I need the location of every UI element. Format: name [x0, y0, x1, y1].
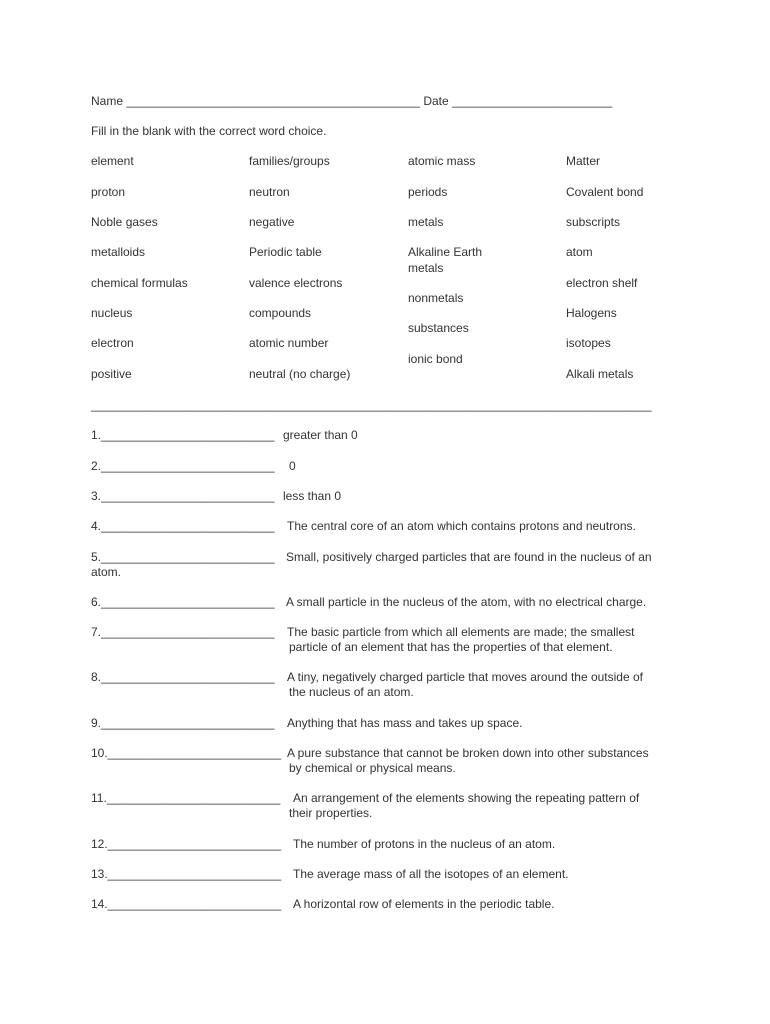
bank-word: substances — [408, 321, 469, 335]
question-text-continued: by chemical or physical means. — [289, 761, 456, 775]
bank-word: compounds — [249, 306, 312, 320]
question-item — [91, 791, 691, 820]
answer-blank[interactable]: 8.__________________________ — [91, 670, 275, 684]
bank-word: atomic mass — [408, 154, 476, 168]
bank-word: atomic number — [249, 336, 329, 350]
answer-blank[interactable]: 12.__________________________ — [91, 837, 282, 851]
answer-blank[interactable]: 1.__________________________ — [91, 428, 275, 442]
question-item — [91, 867, 691, 882]
bank-word: metalloids — [91, 245, 146, 259]
answer-blank[interactable]: 5.__________________________ — [91, 550, 275, 564]
question-item — [91, 746, 691, 775]
bank-word: metals — [408, 261, 444, 275]
bank-word: positive — [91, 367, 132, 381]
bank-word: proton — [91, 185, 126, 199]
question-item — [91, 837, 691, 852]
question-text: Anything that has mass and takes up space. — [287, 716, 523, 730]
bank-word: electron — [91, 336, 134, 350]
bank-word: element — [91, 154, 134, 168]
question-item — [91, 428, 691, 443]
bank-word: periods — [408, 185, 448, 199]
word-bank — [0, 0, 770, 400]
question-text: A horizontal row of elements in the periodic table. — [293, 897, 555, 911]
answer-blank[interactable]: 2.__________________________ — [91, 459, 275, 473]
bank-word: neutron — [249, 185, 290, 199]
bank-word: chemical formulas — [91, 276, 188, 290]
question-item — [91, 625, 691, 654]
question-text: A small particle in the nucleus of the atom, with no electrical charge. — [286, 595, 647, 609]
bank-word: families/groups — [249, 154, 330, 168]
answer-blank[interactable]: 4.__________________________ — [91, 519, 275, 533]
question-text: 0 — [289, 459, 296, 473]
question-text: The average mass of all the isotopes of an element. — [293, 867, 569, 881]
question-item — [91, 489, 691, 504]
question-text-continued: their properties. — [289, 806, 373, 820]
question-text: The central core of an atom which contains protons and neutrons. — [287, 519, 636, 533]
question-item — [91, 897, 691, 912]
bank-word: Covalent bond — [566, 185, 644, 199]
section-divider: ____________________________________________________________________________________ — [91, 398, 652, 412]
bank-word: negative — [249, 215, 295, 229]
question-text: The number of protons in the nucleus of an atom. — [293, 837, 556, 851]
bank-word: isotopes — [566, 336, 611, 350]
bank-word: Periodic table — [249, 245, 322, 259]
question-item — [91, 716, 691, 731]
answer-blank[interactable]: 6.__________________________ — [91, 595, 275, 609]
question-item — [91, 519, 691, 534]
bank-word: nucleus — [91, 306, 133, 320]
bank-word: ionic bond — [408, 352, 463, 366]
instructions: Fill in the blank with the correct word choice. — [91, 124, 327, 138]
question-text: The basic particle from which all elements are made; the smallest — [287, 625, 635, 639]
question-text: less than 0 — [283, 489, 342, 503]
bank-word: atom — [566, 245, 593, 259]
question-text: A tiny, negatively charged particle that moves around the outside of — [287, 670, 643, 684]
question-text: An arrangement of the elements showing the repeating pattern of — [293, 791, 640, 805]
bank-word: neutral (no charge) — [249, 367, 351, 381]
question-text: Small, positively charged particles that are found in the nucleus of an — [286, 550, 652, 564]
question-item — [91, 595, 691, 610]
answer-blank[interactable]: 10.__________________________ — [91, 746, 282, 760]
answer-blank[interactable]: 11.__________________________ — [91, 791, 281, 805]
bank-word: nonmetals — [408, 291, 464, 305]
answer-blank[interactable]: 3.__________________________ — [91, 489, 275, 503]
bank-word: valence electrons — [249, 276, 343, 290]
answer-blank[interactable]: 13.__________________________ — [91, 867, 282, 881]
bank-word: subscripts — [566, 215, 621, 229]
bank-word: metals — [408, 215, 444, 229]
bank-word: Halogens — [566, 306, 617, 320]
bank-word: Alkali metals — [566, 367, 634, 381]
bank-word: electron shelf — [566, 276, 638, 290]
question-text-continued: the nucleus of an atom. — [289, 685, 414, 699]
question-text: A pure substance that cannot be broken down into other substances — [287, 746, 649, 760]
question-text-continued: particle of an element that has the properties of that element. — [289, 640, 613, 654]
question-text-continued: atom. — [91, 565, 122, 579]
bank-word: Noble gases — [91, 215, 158, 229]
answer-blank[interactable]: 9.__________________________ — [91, 716, 275, 730]
answer-blank[interactable]: 7.__________________________ — [91, 625, 275, 639]
question-item — [91, 670, 691, 699]
name-date-line: Name ____________________________________________ Date ________________________ — [91, 94, 613, 108]
question-text: greater than 0 — [283, 428, 358, 442]
question-item — [91, 550, 691, 579]
answer-blank[interactable]: 14.__________________________ — [91, 897, 282, 911]
bank-word: Matter — [566, 154, 601, 168]
bank-word: Alkaline Earth — [408, 245, 483, 259]
question-item — [91, 459, 691, 474]
